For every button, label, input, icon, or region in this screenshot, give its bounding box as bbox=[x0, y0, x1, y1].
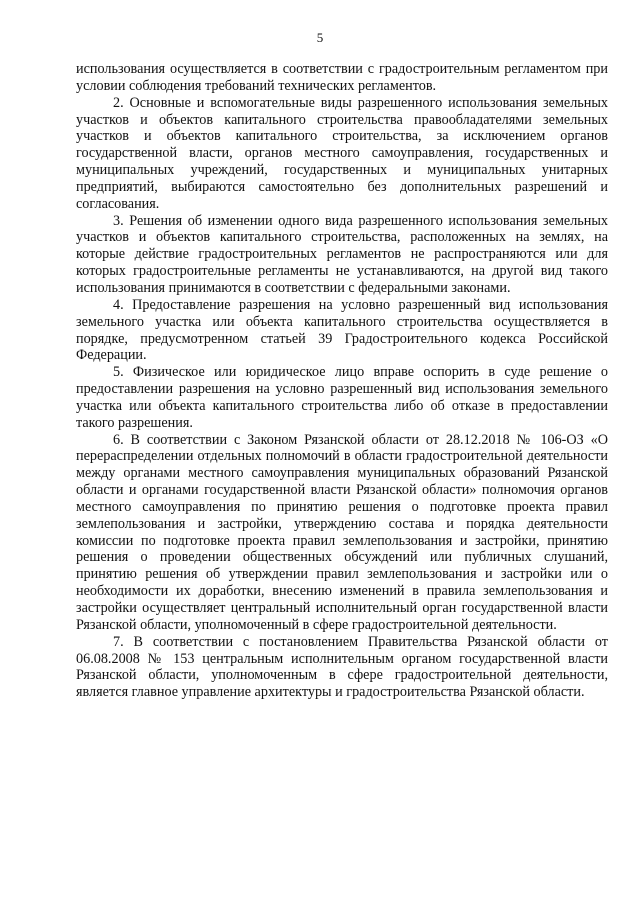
document-body bbox=[76, 61, 608, 701]
paragraph-4: 4. Предоставление разрешения на условно разрешенный вид использования земельного участка или объекта капитального строительства осуществляется в порядке, предусмотренном статьей 39 Градостроительного кодекса Российской Федерации. bbox=[76, 296, 608, 364]
paragraph-7: 7. В соответствии с постановлением Правительства Рязанской области от 06.08.2008 № 153 центральным исполнительным органом государственной власти Рязанской области, уполномоченным в сфере градостроительной деятельности, является главное управление архитектуры и градостроительства Рязанской области. bbox=[76, 633, 608, 701]
paragraph-6: 6. В соответствии с Законом Рязанской области от 28.12.2018 № 106-ОЗ «О перераспределении отдельных полномочий в области градостроительной деятельности между органами местного самоуправления муниципальных образований Рязанской области и органами государственной власти Рязанской области» полномочия органов местного самоуправления по принятию решения о подготовке проекта правил землепользования и застройки, утверждению состава и порядка деятельности комиссии по подготовке проекта правил землепользования и застройки, принятию решения о проведении общественных обсуждений или публичных слушаний, принятию решения об утверждении правил землепользования и застройки или о необходимости их доработки, внесению изменений в правила землепользования и застройки осуществляет центральный исполнительный орган государственной власти Рязанской области, уполномоченный в сфере градостроительной деятельности. bbox=[76, 431, 608, 633]
page-number: 5 bbox=[316, 30, 324, 45]
paragraph-5: 5. Физическое или юридическое лицо вправе оспорить в суде решение о предоставлении разрешения на условно разрешенный вид использования земельного участка или объекта капитального строительства либо об отказе в предоставлении такого разрешения. bbox=[76, 364, 608, 431]
paragraph-continuation: использования осуществляется в соответствии с градостроительным регламентом при условии соблюдения требований технических регламентов. bbox=[76, 61, 608, 94]
paragraph-2: 2. Основные и вспомогательные виды разрешенного использования земельных участков и объектов капитального строительства правообладателями земельных участков и объектов капитального строительства, за исключением органов государственной власти, органов местного самоуправления, государственных и муниципальных учреждений, государственных и муниципальных унитарных предприятий, выбираются самостоятельно без дополнительных разрешений и согласования. bbox=[76, 94, 608, 212]
paragraph-3: 3. Решения об изменении одного вида разрешенного использования земельных участков и объектов капитального строительства, расположенных на землях, на которые действие градостроительных регламентов не распространяются или для которых градостроительные регламенты не устанавливаются, на другой вид такого использования принимаются в соответствии с федеральными законами. bbox=[76, 212, 608, 296]
